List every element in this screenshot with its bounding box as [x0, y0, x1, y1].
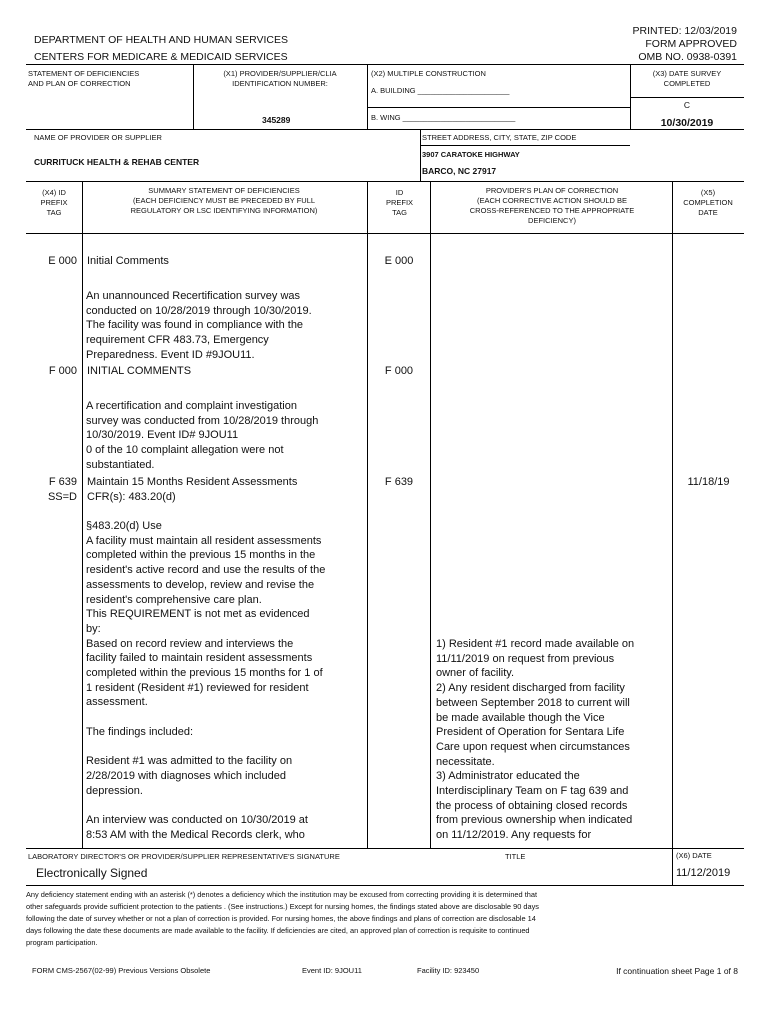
e000-body: An unannounced Recertification survey was conducted on 10/28/2019 through 10/30/2019. The facility was found in compliance with the requirement CFR 483.73, Emergency Preparedness. Event ID #9JOU11. [86, 290, 312, 361]
e000-tag-right: E 000 [384, 255, 414, 267]
provider-id-number: 345289 [262, 115, 291, 125]
f639-severity: SS=D [47, 491, 77, 503]
omb-number: OMB NO. 0938-0391 [638, 51, 737, 63]
signature-label: LABORATORY DIRECTOR'S OR PROVIDER/SUPPLIER REPRESENTATIVE'S SIGNATURE [28, 852, 340, 861]
statement-label: STATEMENT OF DEFICIENCIES AND PLAN OF CORRECTION [28, 69, 140, 88]
x3-label: (X3) DATE SURVEY COMPLETED [652, 69, 722, 88]
address-label: STREET ADDRESS, CITY, STATE, ZIP CODE [422, 133, 577, 142]
survey-completed-date: 10/30/2019 [660, 117, 714, 129]
e000-tag: E 000 [48, 255, 77, 267]
title-label: TITLE [505, 852, 526, 861]
signature-value: Electronically Signed [36, 866, 148, 880]
plan-header: PROVIDER'S PLAN OF CORRECTION (EACH CORRECTIVE ACTION SHOULD BE CROSS-REFERENCED TO THE APPROPRIATE DEFICIENCY) [469, 186, 635, 225]
page-number: If continuation sheet Page 1 of 8 [616, 966, 738, 976]
department-title: DEPARTMENT OF HEALTH AND HUMAN SERVICES [34, 34, 288, 46]
f639-plan-of-correction: 1) Resident #1 record made available on 11/11/2019 on request from previous owner of facility. 2) Any resident discharged from facility between September 2018 to current will be made available though the Vice President of Operation for Sentara Life Care upon request when circumstances necessitate. 3) Administrator educated the Interdisciplinary Team on F tag 639 and the process of obtaining closed records from previous ownership when indicated on 11/12/2019. Any requests for [436, 638, 635, 842]
f000-tag-right: F 000 [384, 365, 414, 377]
event-id: Event ID: 9JOU11 [302, 966, 362, 975]
wing-label: B. WING ___________________________ [371, 113, 516, 122]
f639-tag: F 639 [48, 476, 77, 488]
x1-label: (X1) PROVIDER/SUPPLIER/CLIA IDENTIFICATION NUMBER: [223, 69, 337, 88]
form-approved: FORM APPROVED [645, 38, 737, 50]
x4-header: (X4) ID PREFIX TAG [40, 188, 68, 217]
provider-name: CURRITUCK HEALTH & REHAB CENTER [34, 157, 200, 167]
x2-label: (X2) MULTIPLE CONSTRUCTION [371, 69, 486, 78]
disclosure-footnote: Any deficiency statement ending with an asterisk (*) denotes a deficiency which the institution may be excused from correcting providing it is determined that other safeguards provide sufficient protection to the patients . (See instructions.) Except for nursing homes, the findings stated above are disclosable 90 days following the date of survey whether or not a plan of correction is provided. For nursing homes, the above findings and plans of correction are disclosable 14 days following the date these documents are made available to the facility. If deficiencies are cited, an approved plan of correction is requisite to continued program participation. [26, 890, 539, 947]
f639-title: Maintain 15 Months Resident Assessments CFR(s): 483.20(d) [87, 476, 298, 503]
city-state-zip: BARCO, NC 27917 [422, 166, 497, 176]
signature-date: 11/12/2019 [676, 867, 731, 879]
f000-body: A recertification and complaint investigation survey was conducted from 10/28/2019 through 10/30/2019. Event ID# 9JOU11 0 of the 10 complaint allegation were not substantiated. [86, 400, 319, 471]
street-address: 3907 CARATOKE HIGHWAY [422, 150, 520, 159]
x6-date-label: (X6) DATE [676, 851, 712, 860]
printed-date: PRINTED: 12/03/2019 [632, 25, 737, 37]
id-header: ID PREFIX TAG [385, 188, 414, 217]
survey-letter: C [683, 100, 691, 110]
provider-name-label: NAME OF PROVIDER OR SUPPLIER [34, 133, 162, 142]
summary-header: SUMMARY STATEMENT OF DEFICIENCIES (EACH DEFICIENCY MUST BE PRECEDED BY FULL REGULATORY OR LSC IDENTIFYING INFORMATION) [130, 186, 318, 215]
building-label: A. BUILDING ______________________ [371, 86, 510, 95]
x5-header: (X5) COMPLETION DATE [683, 188, 733, 217]
f000-tag: F 000 [48, 365, 77, 377]
form-number: FORM CMS-2567(02-99) Previous Versions Obsolete [32, 966, 211, 975]
facility-id: Facility ID: 923450 [417, 966, 480, 975]
f000-title: INITIAL COMMENTS [87, 365, 192, 377]
f639-tag-right: F 639 [384, 476, 414, 488]
e000-title: Initial Comments [87, 255, 169, 267]
f639-completion-date: 11/18/19 [687, 476, 730, 488]
f639-body: §483.20(d) Use A facility must maintain all resident assessments completed within the previous 15 months in the resident's active record and use the results of the assessments to develop, review and revise the resident's comprehensive care plan. This REQUIREMENT is not met as evidenced by: Based on record review and interviews the facility failed to maintain resident assessments completed within the previous 15 months for 1 of 1 resident (Resident #1) reviewed for resident assessment. The findings included: Resident #1 was admitted to the facility on 2/28/2019 with diagnoses which included depression. An interview was conducted on 10/30/2019 at 8:53 AM with the Medical Records clerk, who [86, 520, 326, 841]
agency-title: CENTERS FOR MEDICARE & MEDICAID SERVICES [34, 51, 288, 63]
